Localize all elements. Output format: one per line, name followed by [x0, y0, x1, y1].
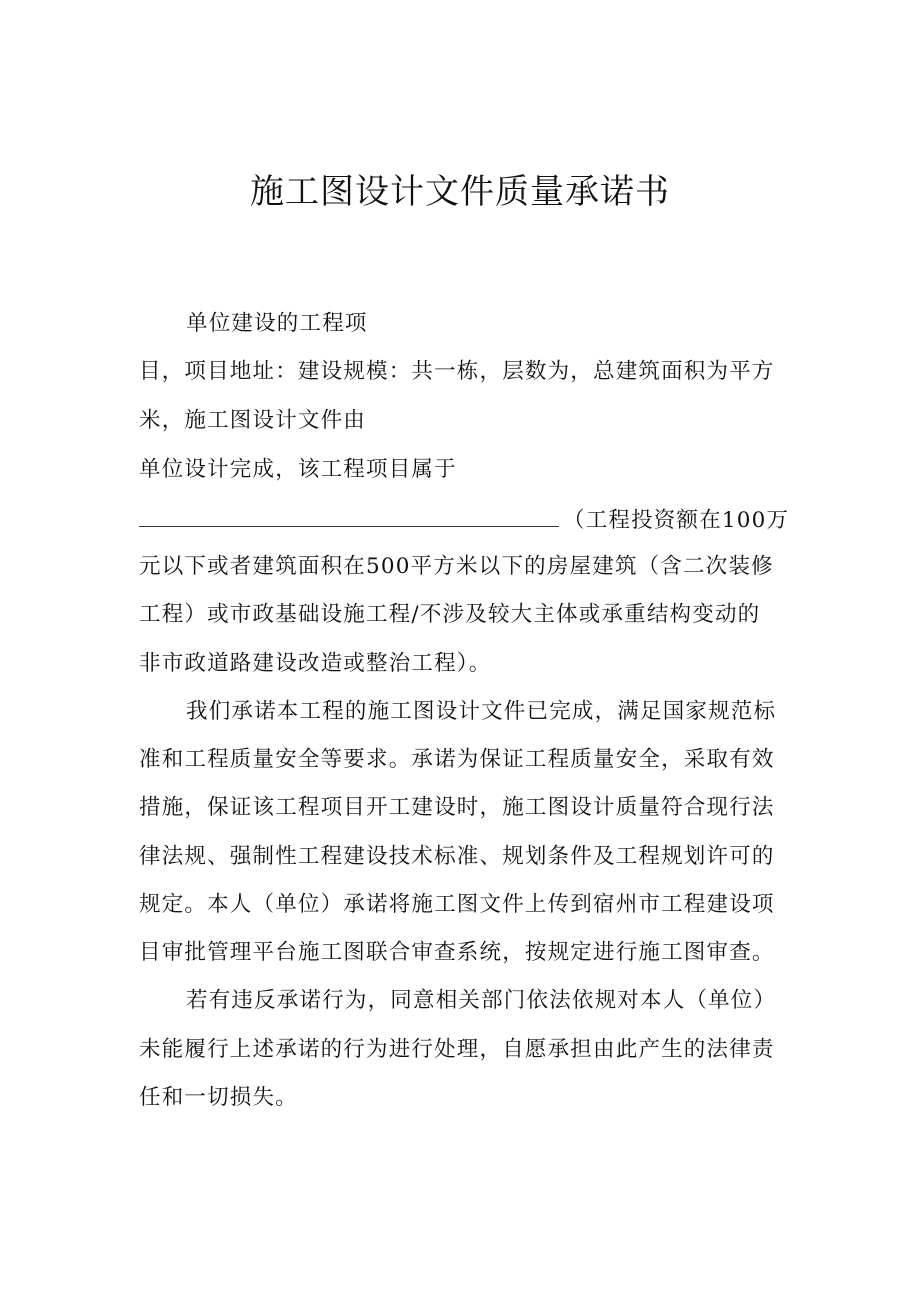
- para2-line4: 律法规、强制性工程建设技术标准、规划条件及工程规划许可的: [139, 844, 775, 869]
- para3-line3: 任和一切损失。: [139, 1085, 298, 1110]
- para3-line2: 未能履行上述承诺的行为进行处理，自愿承担由此产生的法律责: [139, 1037, 775, 1062]
- para1-line4: 单位设计完成，该工程项目属于: [139, 457, 457, 482]
- para1-line1: 单位建设的工程项: [186, 311, 368, 336]
- para1-line7: 工程）或市政基础设施工程/不涉及较大主体或承重结构变动的: [139, 602, 761, 627]
- para1-line6: 元以下或者建筑面积在500平方米以下的房屋建筑（含二次装修: [139, 554, 774, 579]
- para3-line1: 若有违反承诺行为，同意相关部门依法依规对本人（单位）: [186, 988, 777, 1013]
- para1-line8: 非市政道路建设改造或整治工程）。: [139, 651, 492, 676]
- para2-line5: 规定。本人（单位）承诺将施工图文件上传到宿州市工程建设项: [139, 892, 775, 917]
- para2-line2: 准和工程质量安全等要求。承诺为保证工程质量安全，采取有效: [139, 747, 775, 772]
- para1-line3: 米，施工图设计文件由: [139, 408, 367, 433]
- para2-line1: 我们承诺本工程的施工图设计文件已完成，满足国家规范标: [186, 699, 777, 724]
- para2-line3: 措施，保证该工程项目开工建设时，施工图设计质量符合现行法: [139, 795, 775, 820]
- para1-line5-text: （工程投资额在100万: [563, 508, 790, 533]
- fill-in-blank: [139, 508, 559, 527]
- para1-line2: 目，项目地址：建设规模：共一栋，层数为，总建筑面积为平方: [139, 359, 775, 384]
- para1-line5: [139, 508, 789, 532]
- para2-line6: 目审批管理平台施工图联合审查系统，按规定进行施工图审查。: [139, 940, 775, 965]
- document-title: 施工图设计文件质量承诺书: [250, 172, 670, 212]
